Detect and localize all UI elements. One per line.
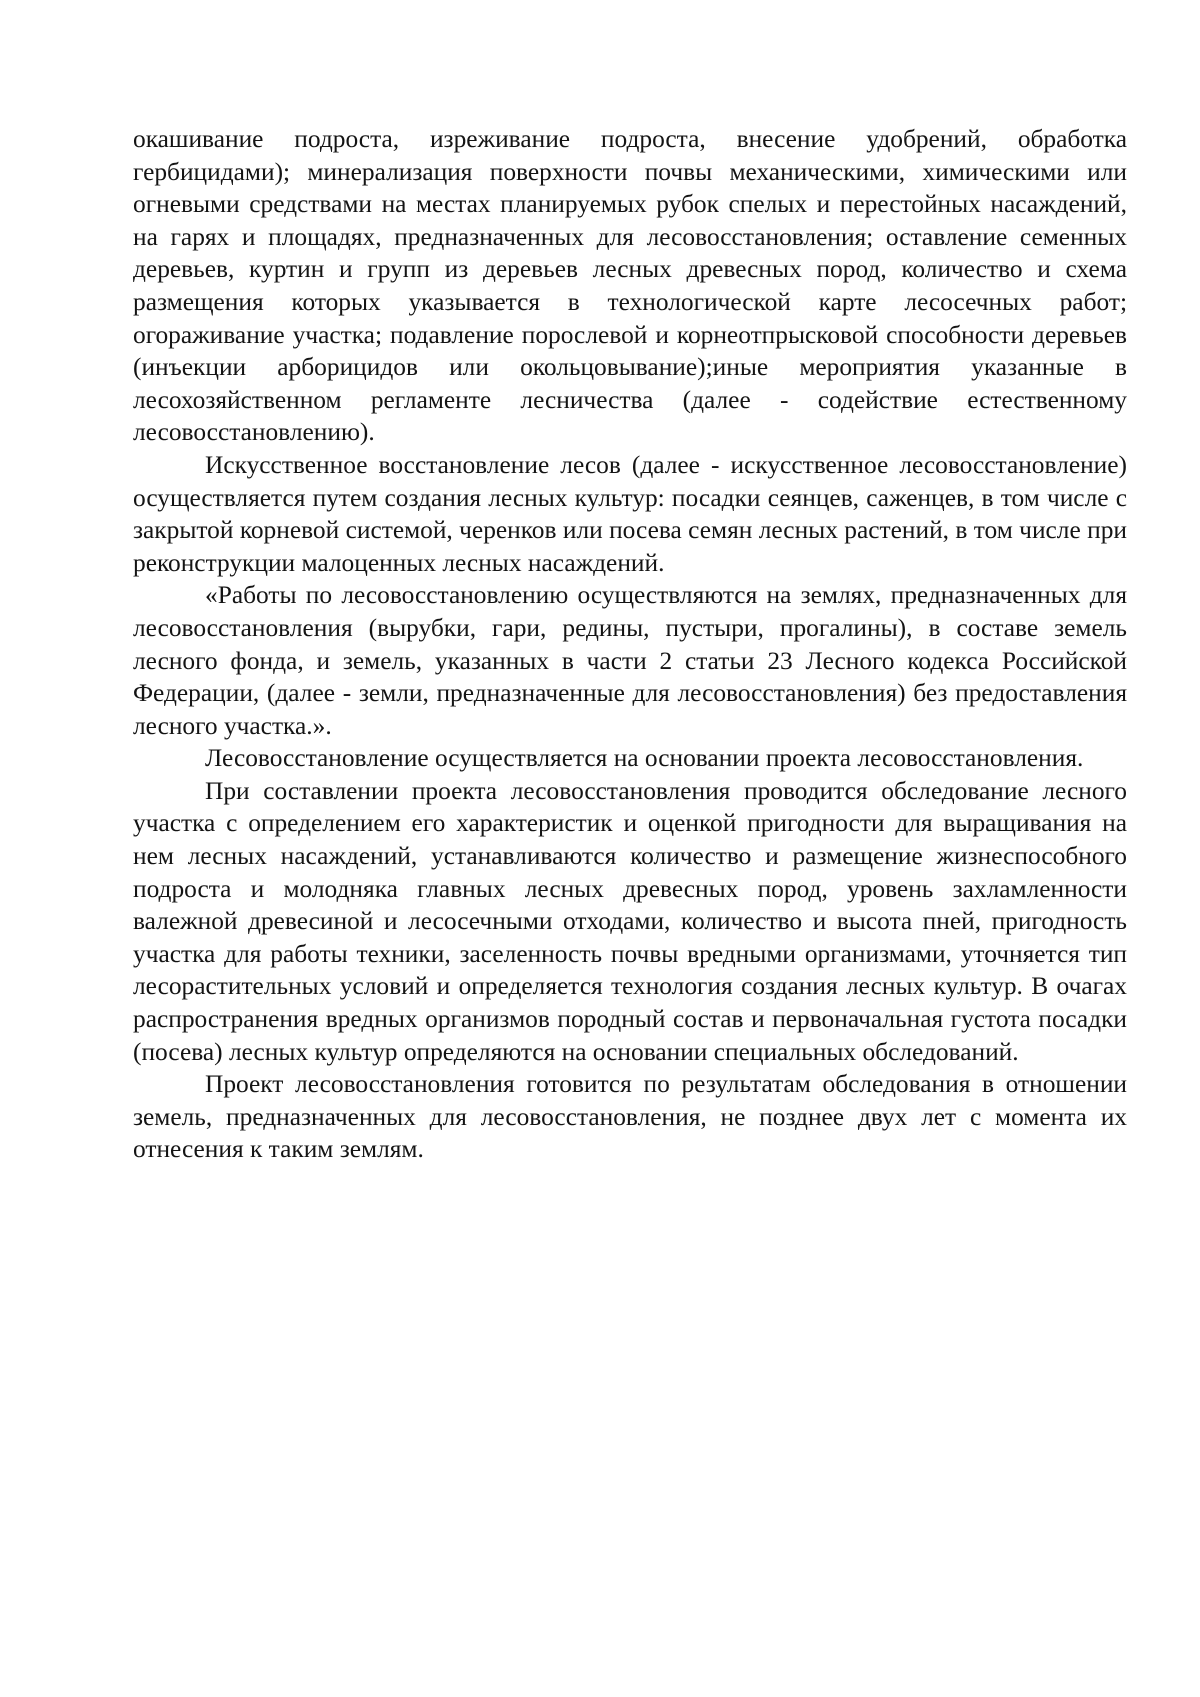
paragraph-continuation: окашивание подроста, изреживание подроста, внесение удобрений, обработка гербицидами); минерализация поверхности почвы механическими, химическими или огневыми средствами на местах планируемых рубок спелых и перестойных насаждений, на гарях и площадях, предназначенных для лесовосстановления; оставление семенных деревьев, куртин и групп из деревьев лесных древесных пород, количество и схема размещения которых указывается в технологической карте лесосечных работ; огораживание участка; подавление порослевой и корнеотпрысковой способности деревьев (инъекции арборицидов или окольцовывание);иные мероприятия указанные в лесохозяйственном регламенте лесничества (далее - содействие естественному лесовосстановлению). [133,125,1127,447]
paragraph-project-survey: При составлении проекта лесовосстановления проводится обследование лесного участка с определением его характеристик и оценкой пригодности для выращивания на нем лесных насаждений, устанавливаются количество и размещение жизнеспособного подроста и молодняка главных лесных древесных пород, уровень захламленности валежной древесиной и лесосечными отходами, количество и высота пней, пригодность участка для работы техники, заселенность почвы вредными организмами, уточняется тип лесорастительных условий и определяется технология создания лесных культур. В очагах распространения вредных организмов породный состав и первоначальная густота посадки (посева) лесных культур определяются на основании специальных обследований. [133,776,1127,1066]
document-body [133,123,1127,1166]
paragraph-reforestation-basis: Лесовосстановление осуществляется на основании проекта лесовосстановления. [205,744,1084,773]
paragraph-project-deadline: Проект лесовосстановления готовится по результатам обследования в отношении земель, предназначенных для лесовосстановления, не позднее двух лет с момента их отнесения к таким землям. [133,1070,1127,1164]
paragraph-reforestation-works: «Работы по лесовосстановлению осуществляются на землях, предназначенных для лесовосстановления (вырубки, гари, редины, пустыри, прогалины), в составе земель лесного фонда, и земель, указанных в части 2 статьи 23 Лесного кодекса Российской Федерации, (далее - земли, предназначенные для лесовосстановления) без предоставления лесного участка.». [133,581,1127,740]
paragraph-artificial-reforestation: Искусственное восстановление лесов (далее - искусственное лесовосстановление) осуществляется путем создания лесных культур: посадки сеянцев, саженцев, в том числе с закрытой корневой системой, черенков или посева семян лесных растений, в том числе при реконструкции малоценных лесных насаждений. [133,450,1127,577]
